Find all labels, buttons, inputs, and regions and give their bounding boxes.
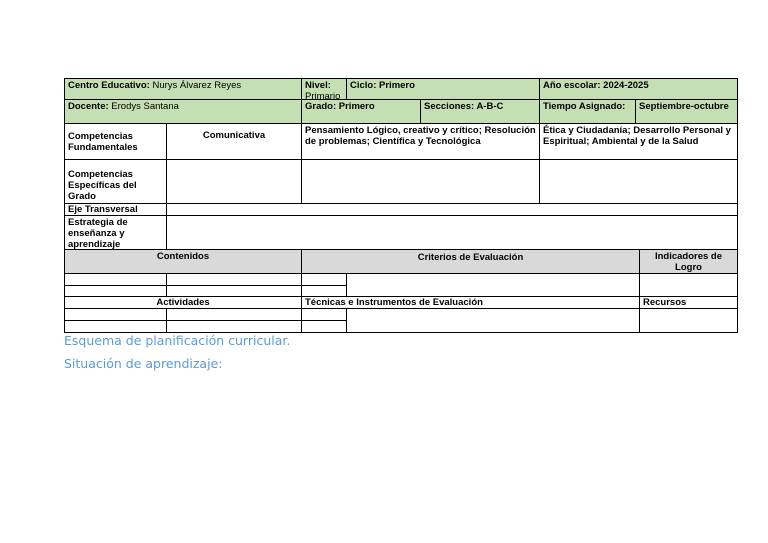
situacion-caption: Situación de aprendizaje: — [64, 356, 223, 371]
criterios-header: Criterios de Evaluación — [301, 249, 640, 274]
centro-value: Nurys Álvarez Reyes — [152, 80, 242, 91]
estrategia-label: Estrategia de enseñanza y aprendizaje — [64, 215, 167, 250]
recursos-header: Recursos — [639, 296, 738, 309]
indicadores-header: Indicadores de Logro — [639, 249, 738, 274]
etica-cell: Ética y Ciudadanía; Desarrollo Personal y Espiritual; Ambiental y de la Salud — [539, 123, 738, 160]
ciclo-cell: Ciclo: Primero — [346, 78, 540, 100]
centro-educativo-cell — [64, 78, 302, 100]
docente-cell — [64, 99, 302, 124]
eje-transversal-label: Eje Transversal — [64, 203, 167, 216]
actividades-cell — [64, 320, 167, 333]
pensamiento-cell: Pensamiento Lógico, creativo y crítico; Resolución de problemas; Científica y Tecnológica — [301, 123, 540, 160]
comunicativa-cell: Comunicativa — [166, 123, 302, 160]
criterios-cell — [346, 273, 640, 297]
tiempo-value-cell: Septiembre-octubre — [635, 99, 738, 124]
competencias-fundamentales-label: Competencias Fundamentales — [64, 123, 167, 160]
grado-cell: Grado: Primero — [301, 99, 421, 124]
nivel-label: Nivel: — [305, 80, 331, 91]
competencias-especificas-label: Competencias Específicas del Grado — [64, 159, 167, 204]
recursos-cell — [639, 308, 738, 333]
nivel-value: Primario — [305, 91, 341, 100]
nivel-cell — [301, 78, 347, 100]
secciones-cell: Secciones: A-B-C — [420, 99, 540, 124]
tecnicas-cell — [301, 320, 347, 333]
actividades-cell — [166, 320, 302, 333]
contenidos-header: Contenidos — [64, 249, 302, 274]
tecnicas-cell — [346, 308, 640, 333]
especificas-cell-3 — [539, 159, 738, 204]
especificas-cell-1 — [166, 159, 302, 204]
docente-label: Docente: — [68, 101, 109, 112]
especificas-cell-2 — [301, 159, 540, 204]
tiempo-label-cell: Tiempo Asignado: — [539, 99, 636, 124]
tecnicas-header: Técnicas e Instrumentos de Evaluación — [301, 296, 640, 309]
centro-label: Centro Educativo: — [68, 80, 150, 91]
estrategia-value — [166, 215, 738, 250]
docente-value: Erodys Santana — [111, 101, 179, 112]
actividades-header: Actividades — [64, 296, 302, 309]
indicadores-cell — [639, 273, 738, 297]
esquema-caption: Esquema de planificación curricular. — [64, 333, 291, 348]
ano-escolar-cell: Año escolar: 2024-2025 — [539, 78, 738, 100]
